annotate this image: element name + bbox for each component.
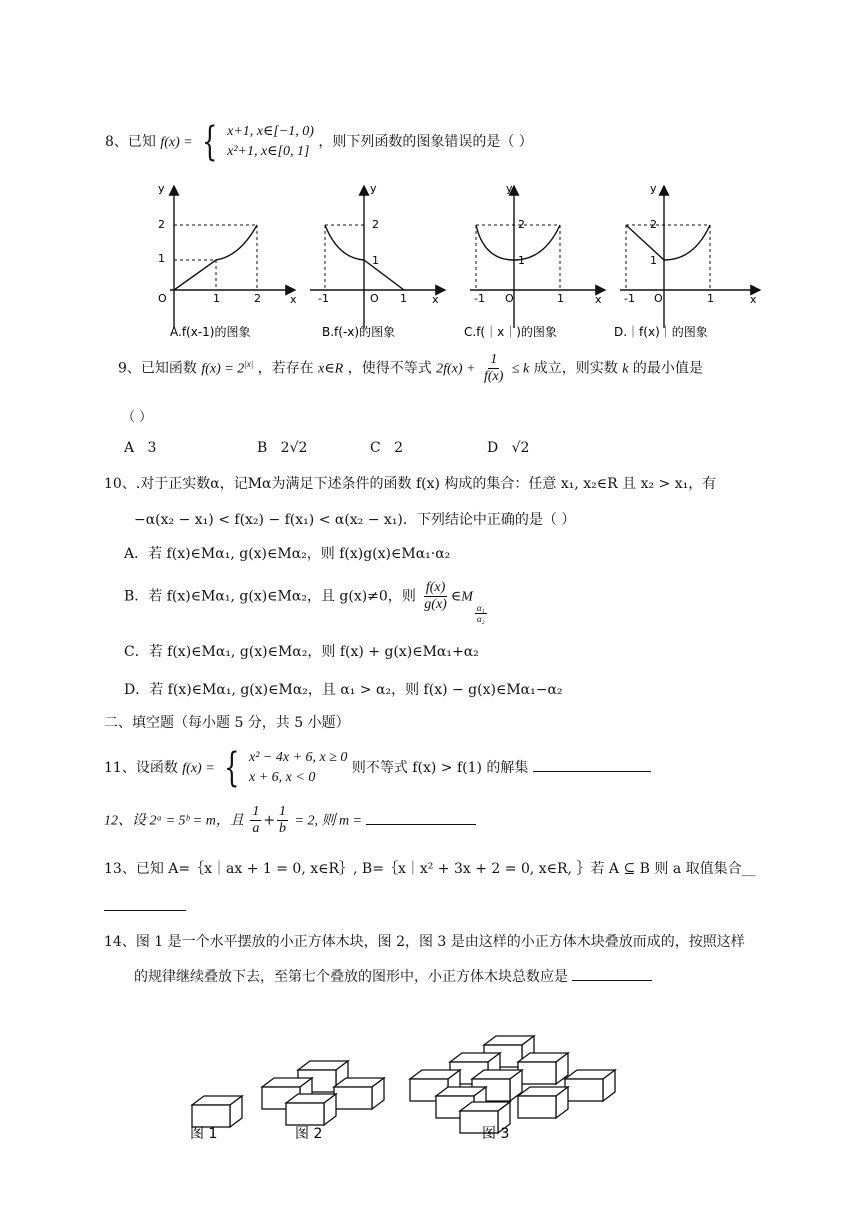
q9-option-c-value: 2 <box>394 440 403 456</box>
q11-function: f(x) = <box>182 761 215 776</box>
q10-option-b-fraction <box>422 580 449 613</box>
q9-option-d-label: D <box>487 440 499 456</box>
graph-d-tick-xm1: -1 <box>624 292 635 305</box>
q9-option-b-value: 2√2 <box>280 440 308 456</box>
graph-b-tick-xm1: -1 <box>318 292 329 305</box>
q10-line1: 10、.对于正实数α，记Mα为满足下述条件的函数 f(x) 构成的集合：任意 x₁, x₂∈R 且 x₂ > x₁，有 <box>104 476 717 492</box>
q8-cases <box>227 122 314 162</box>
fig3-cube-l2-right <box>518 1053 568 1084</box>
graph-a-y-label: y <box>158 182 165 195</box>
q8-case1: x+1, x∈[−1, 0) <box>227 124 314 139</box>
q13-stem: 13、已知 A=｛x｜ax + 1 = 0, x∈R｝, B=｛x｜x² + 3x + 2 = 0, x∈R, ｝若 A ⊆ B 则 a 取值集合__ <box>104 861 756 877</box>
q12-frac1 <box>250 804 261 837</box>
q9-ineq-right: ≤ k <box>511 361 530 377</box>
q8-stem <box>105 119 533 165</box>
q10-option-a[interactable]: A．若 f(x)∈Mα₁, g(x)∈Mα₂，则 f(x)g(x)∈Mα₁·α₂ <box>124 546 451 562</box>
q9-k: k <box>622 361 629 377</box>
fig3-cube-l1-d <box>518 1087 568 1118</box>
graph-b-tick-y2: 2 <box>372 218 379 231</box>
q8-graphs <box>140 178 780 348</box>
fig3-label: 图 3 <box>482 1126 510 1142</box>
q9-option-c-label: C <box>370 440 381 456</box>
q11-brace: { <box>224 745 240 791</box>
q10-option-d[interactable]: D．若 f(x)∈Mα₁, g(x)∈Mα₂，且 α₁ > α₂，则 f(x) − g(x)∈Mα₁−α₂ <box>124 682 563 698</box>
graph-b-caption: B.f(-x)的图象 <box>322 325 396 339</box>
graph-a-tick-x1: 1 <box>213 292 220 305</box>
q9-frac-num: 1 <box>490 352 498 367</box>
q10-option-b-num: f(x) <box>425 580 446 595</box>
graph-d-curve <box>626 225 710 260</box>
q9-option-c[interactable] <box>370 440 403 456</box>
graph-d-y-label: y <box>650 182 657 195</box>
q9-option-a[interactable] <box>124 440 156 456</box>
fig2-label: 图 2 <box>295 1126 323 1142</box>
q14-line1: 14、图 1 是一个水平摆放的小正方体木块，图 2，图 3 是由这样的小正方体木块叠放而成的，按照这样 <box>104 934 745 950</box>
graph-a-x-label: x <box>290 293 297 306</box>
q9-option-a-label: A <box>124 440 135 456</box>
q9-option-d-value: √2 <box>511 440 530 456</box>
graph-c <box>470 182 605 328</box>
q10-option-b-sub-num: α₁ <box>476 602 485 613</box>
q10-line2: −α(x₂ − x₁) < f(x₂) − f(x₁) < α(x₂ − x₁)．下列结论中正确的是（ ） <box>134 512 576 528</box>
graph-b <box>310 182 445 328</box>
q12-frac2 <box>277 804 288 837</box>
q12-frac1-den: a <box>252 821 260 836</box>
graph-c-origin: O <box>505 292 514 305</box>
q12-frac2-num: 1 <box>279 804 287 819</box>
graph-d <box>620 182 760 328</box>
fig2-cube-front <box>286 1094 336 1125</box>
q11-tail: 则不等式 f(x) > f(1) 的解集 <box>351 760 529 776</box>
q12-plus: + <box>263 812 276 829</box>
q9-number: 9、已知函数 <box>118 360 197 377</box>
q9-ineq-left: 2f(x) + <box>436 361 476 377</box>
q9-condition: x∈R <box>318 361 344 377</box>
graph-d-tick-y1: 1 <box>650 254 657 267</box>
graph-c-caption: C.f(｜x｜)的图象 <box>464 325 557 339</box>
q9-option-d[interactable] <box>487 440 529 456</box>
q8-case2: x²+1, x∈[0, 1] <box>227 144 310 159</box>
q9-text4: 的最小值是 <box>632 360 703 377</box>
q10-option-b-sub-den: α₂ <box>476 613 485 624</box>
graph-d-x-label: x <box>750 293 757 306</box>
q9-option-a-value: 3 <box>147 440 157 456</box>
graph-d-origin: O <box>654 292 663 305</box>
q12-frac2-den: b <box>279 821 287 836</box>
q11-answer-blank[interactable] <box>533 771 651 772</box>
q14-line2: 的规律继续叠放下去，至第七个叠放的图形中，小正方体木块总数应是 <box>134 969 568 985</box>
q12-post: = 2, 则 m = <box>294 813 363 829</box>
section-2-heading: 二、填空题（每小题 5 分，共 5 小题） <box>104 715 350 731</box>
q14-line2-wrap <box>134 966 652 986</box>
q11-number: 11、设函数 <box>104 760 178 776</box>
q8-function: f(x) = <box>160 135 193 150</box>
graph-c-tick-xm1: -1 <box>474 292 485 305</box>
graph-b-x-label: x <box>432 293 439 306</box>
q9-function: f(x) = 2 <box>201 361 245 377</box>
graph-c-tick-x1: 1 <box>557 292 564 305</box>
graph-d-tick-x1: 1 <box>707 292 714 305</box>
q11-case1: x² − 4x + 6, x ≥ 0 <box>249 750 348 765</box>
q14-answer-blank[interactable] <box>572 980 652 981</box>
q14-figures <box>180 1035 640 1145</box>
q11-cases <box>249 748 347 788</box>
graph-a-tick-y1: 1 <box>158 252 165 265</box>
q8-tail: ，则下列函数的图象错误的是（ ） <box>318 134 533 150</box>
q10-option-b-set: ∈M <box>450 589 473 605</box>
q9-option-b-label: B <box>257 440 268 456</box>
graph-d-tick-y2: 2 <box>650 218 657 231</box>
q10-option-b[interactable] <box>124 580 489 624</box>
q9-text3: 成立，则实数 <box>533 360 618 377</box>
q12-frac1-num: 1 <box>252 804 260 819</box>
q11-case2: x + 6, x < 0 <box>249 770 316 785</box>
graph-c-tick-y1: 1 <box>518 254 525 267</box>
graph-d-caption: D.｜f(x)｜的图象 <box>614 325 708 339</box>
q10-option-c[interactable]: C．若 f(x)∈Mα₁, g(x)∈Mα₂，则 f(x) + g(x)∈Mα₁+α₂ <box>124 644 479 660</box>
q9-frac-den: f(x) <box>483 369 504 384</box>
q10-option-b-subscript <box>475 603 487 624</box>
q12-pre: 12、设 2ᵃ = 5ᵇ = m，且 <box>104 813 244 829</box>
q12-answer-blank[interactable] <box>366 824 476 825</box>
graph-a-tick-y2: 2 <box>158 218 165 231</box>
graph-b-origin: O <box>370 292 379 305</box>
graph-b-tick-x1: 1 <box>400 292 407 305</box>
q12-stem <box>104 804 476 837</box>
fig3-cube-l1-b <box>565 1070 615 1101</box>
q9-option-b[interactable] <box>257 440 307 456</box>
q9-fraction <box>482 352 505 385</box>
q9-stem <box>118 352 703 385</box>
graph-c-y-label: y <box>506 182 513 195</box>
q8-number: 8、已知 <box>105 134 156 150</box>
graph-a-tick-x2: 2 <box>254 292 261 305</box>
q8-brace: { <box>202 119 218 165</box>
fig1-label: 图 1 <box>190 1126 218 1142</box>
graph-c-tick-y2: 2 <box>518 218 525 231</box>
graph-a-caption: A.f(x-1)的图象 <box>170 325 251 339</box>
q11-stem <box>104 745 651 791</box>
graph-b-tick-y1: 1 <box>372 254 379 267</box>
q13-answer-blank[interactable] <box>104 894 186 911</box>
fig1-cube <box>192 1096 242 1127</box>
q9-exponent: |x| <box>244 358 254 369</box>
graph-a-origin: O <box>158 292 167 305</box>
graph-b-y-label: y <box>370 182 377 195</box>
graph-c-x-label: x <box>595 293 602 306</box>
q9-text2: ，使得不等式 <box>347 360 432 377</box>
q9-answer-paren: （ ） <box>122 410 153 425</box>
fig2-cube-right <box>334 1078 384 1109</box>
q9-text1: ，若存在 <box>257 360 314 377</box>
q10-option-b-den: g(x) <box>424 597 447 612</box>
q10-option-b-text: B．若 f(x)∈Mα₁, g(x)∈Mα₂，且 g(x)≠0，则 <box>124 588 416 605</box>
graph-a <box>158 182 297 328</box>
